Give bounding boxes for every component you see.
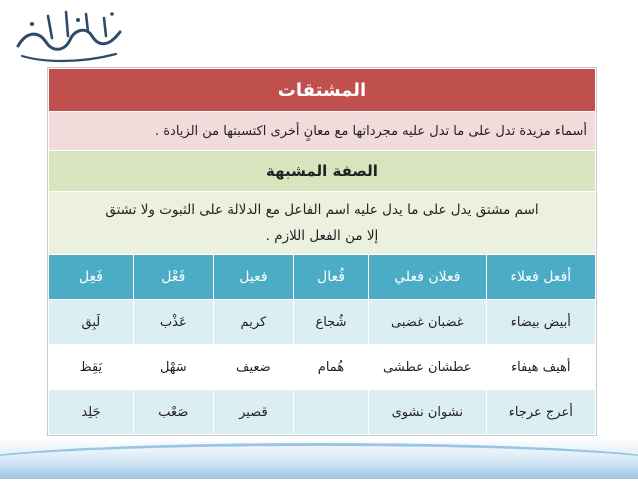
table-subtitle: الصفة المشبهة [49, 151, 596, 192]
table-cell: أعرج عرجاء [486, 390, 595, 435]
table-row [49, 345, 596, 390]
table-cell: عطشان عطشى [369, 345, 487, 390]
table-cell: نشوان نشوى [369, 390, 487, 435]
header-cell: فَعْل [133, 255, 213, 300]
table-cell: سَهْل [133, 345, 213, 390]
table-cell: كريم [213, 300, 293, 345]
header-cell: فعلان فعلي [369, 255, 487, 300]
derivatives-table [48, 68, 596, 435]
table-cell: صَعْب [133, 390, 213, 435]
table-cell: قصير [213, 390, 293, 435]
table-title: المشتقات [49, 69, 596, 112]
header-cell: فَعِل [49, 255, 134, 300]
table-cell [293, 390, 368, 435]
background-wave [0, 439, 638, 479]
signature-calligraphy [8, 2, 128, 68]
table-row [49, 300, 596, 345]
header-cell: فعيل [213, 255, 293, 300]
signature-logo [8, 2, 128, 68]
definition-line-2: إلا من الفعل اللازم . [265, 228, 379, 244]
definition-line-1: اسم مشتق يدل على ما يدل عليه اسم الفاعل مع الدلالة على الثبوت ولا تشتق [105, 202, 539, 218]
table-cell: غضبان غضبى [369, 300, 487, 345]
table-cell: أهيف هيفاء [486, 345, 595, 390]
header-cell: أفعل فعلاء [486, 255, 595, 300]
table-cell: جَلِد [49, 390, 134, 435]
table-cell: يَقِظ [49, 345, 134, 390]
table-cell: عَذْب [133, 300, 213, 345]
table-description: أسماء مزيدة تدل على ما تدل عليه مجرداتها مع معانٍ أخرى اكتسبتها من الزيادة . [49, 112, 596, 151]
table-definition [49, 192, 596, 255]
table-cell: شُجاع [293, 300, 368, 345]
header-cell: فُعال [293, 255, 368, 300]
table-row [49, 390, 596, 435]
table-cell: أبيض بيضاء [486, 300, 595, 345]
table-cell: ضعيف [213, 345, 293, 390]
table-cell: لَبِق [49, 300, 134, 345]
table-cell: هُمام [293, 345, 368, 390]
